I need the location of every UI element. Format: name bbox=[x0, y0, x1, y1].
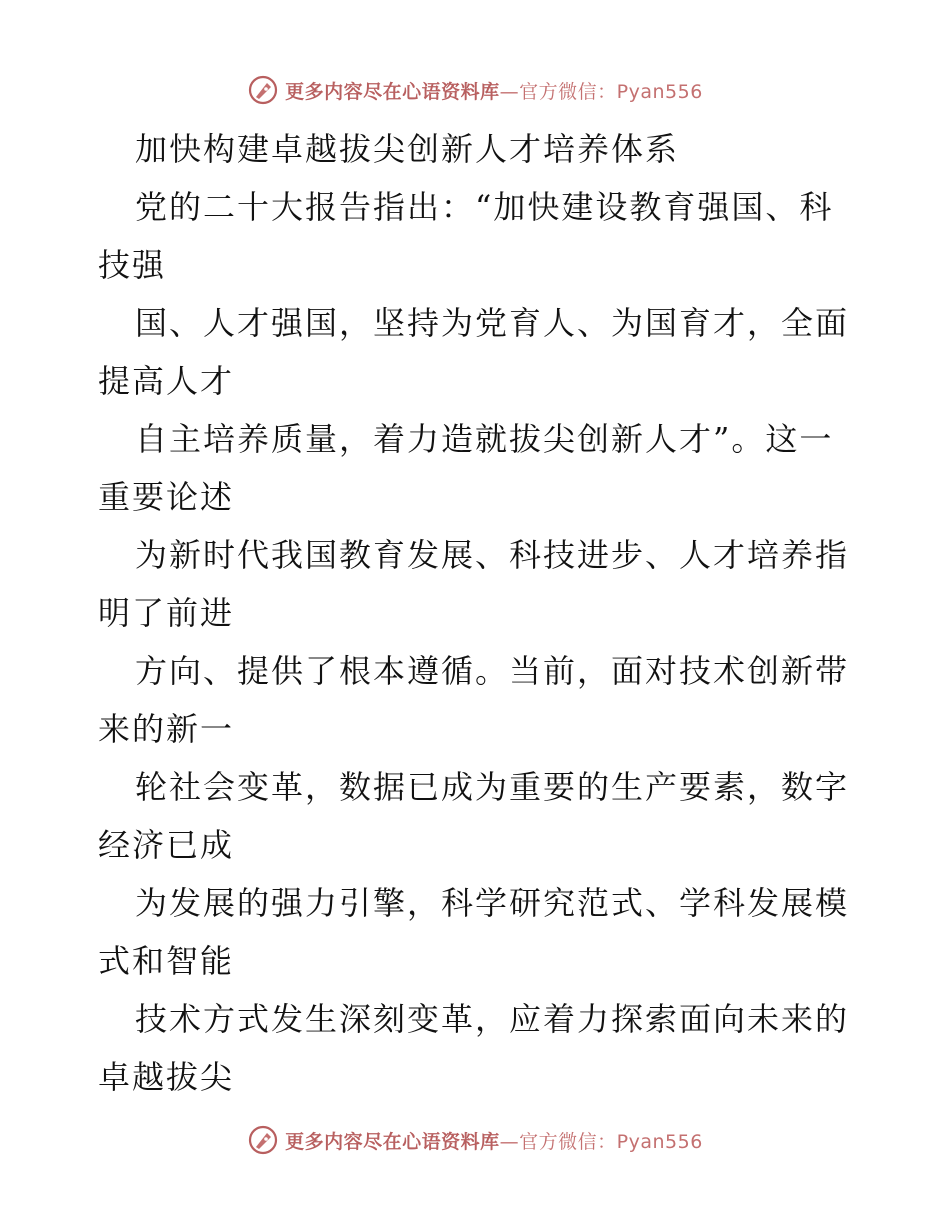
header-watermark bbox=[0, 70, 950, 110]
paragraph-line: 重要论述 bbox=[98, 478, 235, 516]
paragraph-line: 提高人才 bbox=[98, 362, 235, 400]
paragraph-line: 明了前进 bbox=[98, 594, 235, 632]
paragraph-line: 技术方式发生深刻变革，应着力探索面向未来的 bbox=[135, 1000, 850, 1038]
footer-sep: — bbox=[499, 1130, 520, 1153]
pen-nib-logo-icon bbox=[247, 74, 279, 106]
paragraph-line: 党的二十大报告指出：“加快建设教育强国、科 bbox=[135, 188, 834, 226]
header-sep: — bbox=[499, 80, 520, 103]
paragraph-line: 为发展的强力引擎，科学研究范式、学科发展模 bbox=[135, 884, 850, 922]
paragraph-line: 轮社会变革，数据已成为重要的生产要素，数字 bbox=[135, 768, 850, 806]
header-brand: 更多内容尽在心语资料库 bbox=[285, 80, 500, 103]
paragraph-line: 为新时代我国教育发展、科技进步、人才培养指 bbox=[135, 536, 850, 574]
paragraph-line: 卓越拔尖 bbox=[98, 1058, 235, 1096]
paragraph-line: 国、人才强国，坚持为党育人、为国育才，全面 bbox=[135, 304, 850, 342]
paragraph-line: 技强 bbox=[98, 246, 167, 284]
footer-watermark bbox=[0, 1120, 950, 1160]
footer-contact: 官方微信：Pyan556 bbox=[519, 1130, 703, 1153]
paragraph-line: 自主培养质量，着力造就拔尖创新人才”。这一 bbox=[135, 420, 834, 458]
paragraph-line: 式和智能 bbox=[98, 942, 235, 980]
paragraph-line: 来的新一 bbox=[98, 710, 235, 748]
document-body bbox=[98, 120, 858, 1106]
paragraph-line: 方向、提供了根本遵循。当前，面对技术创新带 bbox=[135, 652, 850, 690]
paragraph-line: 经济已成 bbox=[98, 826, 235, 864]
footer-brand: 更多内容尽在心语资料库 bbox=[285, 1130, 500, 1153]
pen-nib-logo-icon bbox=[247, 1124, 279, 1156]
header-contact: 官方微信：Pyan556 bbox=[519, 80, 703, 103]
document-title: 加快构建卓越拔尖创新人才培养体系 bbox=[135, 130, 680, 168]
